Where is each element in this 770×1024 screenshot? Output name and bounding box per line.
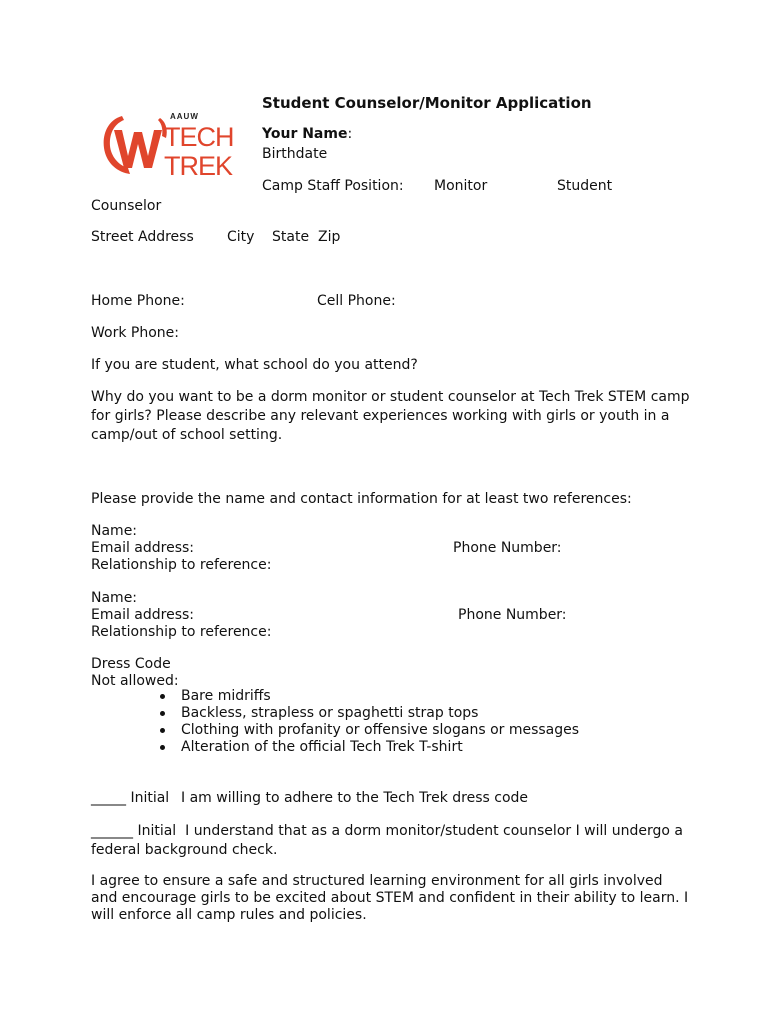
work-phone-label: Work Phone: <box>91 325 179 341</box>
dress-code-item: Bare midriffs <box>157 688 579 705</box>
ref2-name-label: Name: <box>91 590 138 606</box>
dress-code-item: Clothing with profanity or offensive slogans or messages <box>157 722 579 739</box>
your-name-label: Your Name <box>262 126 348 142</box>
dress-code-item: Backless, strapless or spaghetti strap tops <box>157 705 579 722</box>
why-question: Why do you want to be a dorm monitor or student counselor at Tech Trek STEM camp for girls? Please describe any relevant experiences working with girls or youth in a camp/out of school setting. <box>91 389 690 443</box>
ref2-relationship-label: Relationship to reference: <box>91 624 272 640</box>
logo-aauw: AAUW <box>170 112 199 121</box>
ref1-name-label: Name: <box>91 523 138 539</box>
logo-line-tech: TECH <box>164 122 234 152</box>
city-label: City <box>227 229 255 245</box>
initial-dress-code-text: I am willing to adhere to the Tech Trek dress code <box>181 790 529 806</box>
ref1-email-label: Email address: <box>91 540 195 556</box>
dress-code-heading: Dress Code <box>91 656 171 672</box>
page-title: Student Counselor/Monitor Application <box>262 94 592 112</box>
state-label: State <box>272 229 310 245</box>
your-name-field <box>262 126 352 142</box>
dress-code-list <box>157 688 579 756</box>
ref1-phone-label: Phone Number: <box>453 540 562 556</box>
ref2-email-label: Email address: <box>91 607 195 623</box>
initial-background-text: I understand that as a dorm monitor/student counselor I will undergo a federal background check. <box>91 823 683 858</box>
initial-dress-code-blank[interactable]: _____ Initial <box>91 790 170 806</box>
camp-staff-position-label: Camp Staff Position: <box>262 178 404 194</box>
dress-code-item: Alteration of the official Tech Trek T-shirt <box>157 739 579 756</box>
tech-trek-logo <box>100 110 242 180</box>
home-phone-label: Home Phone: <box>91 293 185 309</box>
initial-background-blank[interactable]: ______ Initial <box>91 823 177 839</box>
option-student-label: Student <box>557 178 613 194</box>
logo-line-trek: TREK <box>164 151 233 180</box>
your-name-colon: : <box>347 126 353 142</box>
cell-phone-label: Cell Phone: <box>317 293 396 309</box>
agreement-paragraph: I agree to ensure a safe and structured learning environment for all girls involved and encourage girls to be excited about STEM and confident in their ability to learn. I will enforce all camp rules and policies. <box>91 873 689 923</box>
school-question: If you are student, what school do you attend? <box>91 357 418 373</box>
option-student-counselor[interactable] <box>543 178 612 194</box>
option-monitor-label: Monitor <box>434 178 488 194</box>
street-address-label: Street Address <box>91 229 194 245</box>
zip-label: Zip <box>318 229 341 245</box>
ref2-phone-label: Phone Number: <box>458 607 567 623</box>
option-counselor-wrap: Counselor <box>91 198 162 214</box>
not-allowed-label: Not allowed: <box>91 673 179 689</box>
ref1-relationship-label: Relationship to reference: <box>91 557 272 573</box>
initial-background-check <box>91 822 691 860</box>
references-intro: Please provide the name and contact information for at least two references: <box>91 491 632 507</box>
birthdate-label: Birthdate <box>262 146 328 162</box>
option-monitor[interactable] <box>420 178 487 194</box>
